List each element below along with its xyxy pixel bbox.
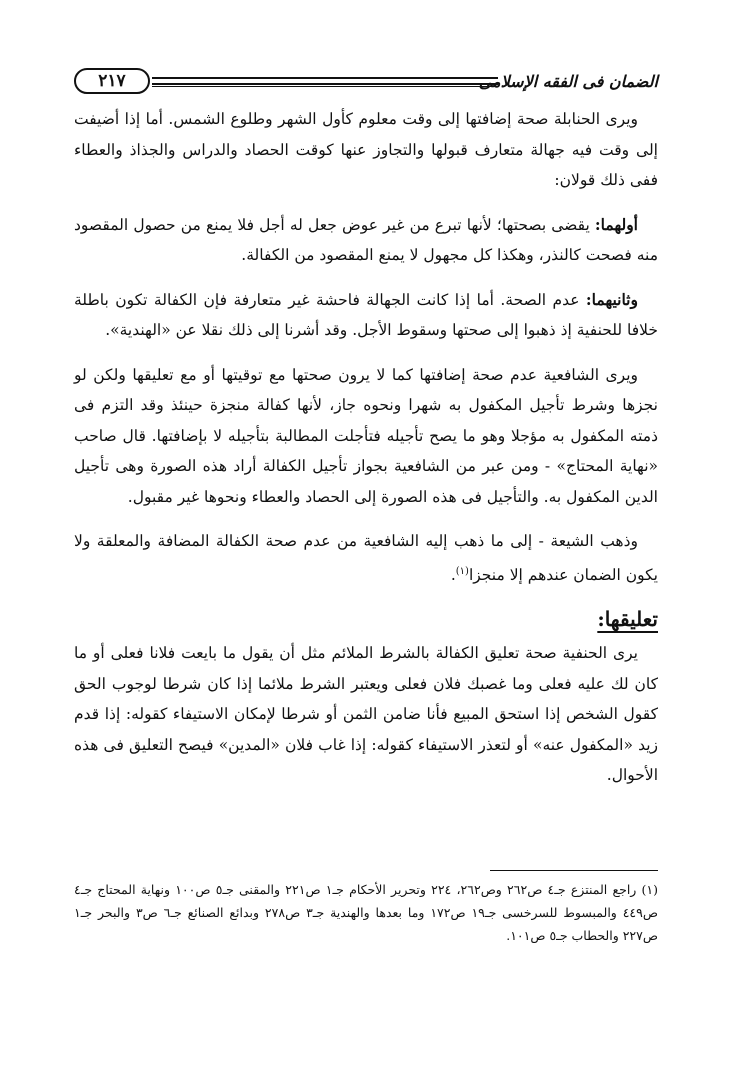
footnote-ref[interactable]: (١) — [455, 565, 469, 577]
paragraph-second-opinion — [74, 285, 658, 346]
section-heading-taliqiha: تعليقها: — [597, 607, 658, 632]
paragraph-hanafiyya-taliq: يرى الحنفية صحة تعليق الكفالة بالشرط الملائم مثل أن يقول ما بايعت فلانا فعلى أو ما كان لك عليه فعلى وما غصبك فلان فعلى ويعتبر الشرط ملائما إذا كان شرطا لوجوب الحق كقول الشخص إذا استحق المبيع فأنا ضامن الثمن أو شرطا لإمكان الاستيفاء كقوله: إذا قدم زيد «المكفول عنه» أو لتعذر الاستيفاء كقوله: إذا غاب فلان «المدين» فيصح التعليق فى هذه الأحوال. — [74, 644, 658, 785]
paragraph-hanabila: ويرى الحنابلة صحة إضافتها إلى وقت معلوم كأول الشهر وطلوع الشمس. أما إذا أضيفت إلى وقت فيه جهالة متعارف قبولها والتجاوز عنها كوقت الحصاد والدراس والجذاذ والعطاء ففى ذلك قولان: — [74, 110, 658, 189]
running-header — [74, 68, 658, 98]
second-opinion-text: عدم الصحة. أما إذا كانت الجهالة فاحشة غير متعارفة فإن الكفالة تكون باطلة خلافا للحنفية إذ ذهبوا إلى صحتها وسقوط الأجل. وقد أشرنا إلى ذلك نقلا عن «الهندية». — [74, 290, 658, 339]
first-opinion-label: أولهما: — [594, 214, 638, 234]
paragraph-shia — [74, 526, 658, 590]
shia-text: وذهب الشيعة - إلى ما ذهب إليه الشافعية من عدم صحة الكفالة المضافة والمعلقة ولا يكون الضمان عندهم إلا منجزا — [74, 532, 658, 584]
running-header-title: الضمان فى الفقه الإسلامى — [478, 72, 658, 91]
paragraph-first-opinion — [74, 210, 658, 271]
first-opinion-text: يقضى بصحتها؛ لأنها تبرع من غير عوض جعل له أجل فلا يمنع من حصول المقصود منه فصحت كالنذر، وهكذا كل مجهول لا يمنع المقصود من الكفالة. — [74, 215, 658, 264]
footnote-separator — [490, 870, 658, 871]
page-number: ٢١٧ — [74, 68, 150, 94]
shia-text-end: . — [450, 565, 456, 584]
main-text — [74, 104, 658, 805]
header-thin-rule — [152, 86, 498, 87]
second-opinion-label: وثانيهما: — [585, 289, 638, 309]
paragraph-shafiiyya: ويرى الشافعية عدم صحة إضافتها كما لا يرون صحتها مع توقيتها أو مع تعليقها ولكن لو نجزها وشرط تأجيل المكفول به شهرا ونحوه جاز، لأنها كفالة منجزة حينئذ وقد التزم فى ذمته المكفول به مؤجلا وهو ما يصح تأجيله فتأجلت المطالبة بتأجيله لا بإضافتها. قال صاحب «نهاية المحتاج» - ومن عبر من الشافعية بجواز تأجيل الكفالة أراد هذه الصورة وهى تأجيل الدين المكفول به. والتأجيل فى هذه الصورة إلى الحصاد والعطاء ونحوها غير مقبول. — [74, 365, 658, 506]
header-double-rule — [152, 77, 498, 85]
footnote-1: (١) راجع المنتزع جـ٤ ص٢٦٢ وص٢٦٢، ٢٢٤ وتحرير الأحكام جـ١ ص٢٢١ والمقنى جـ٥ ص١٠٠ ونهاية المحتاج جـ٤ ص٤٤٩ والمبسوط للسرخسى جـ١٩ ص١٧٢ وما بعدها والهندية جـ٣ ص٢٧٨ وبدائع الصنائع جـ٦ ص٣ والبحر جـ١ ص٢٢٧ والحطاب جـ٥ ص١٠١. — [74, 882, 659, 943]
